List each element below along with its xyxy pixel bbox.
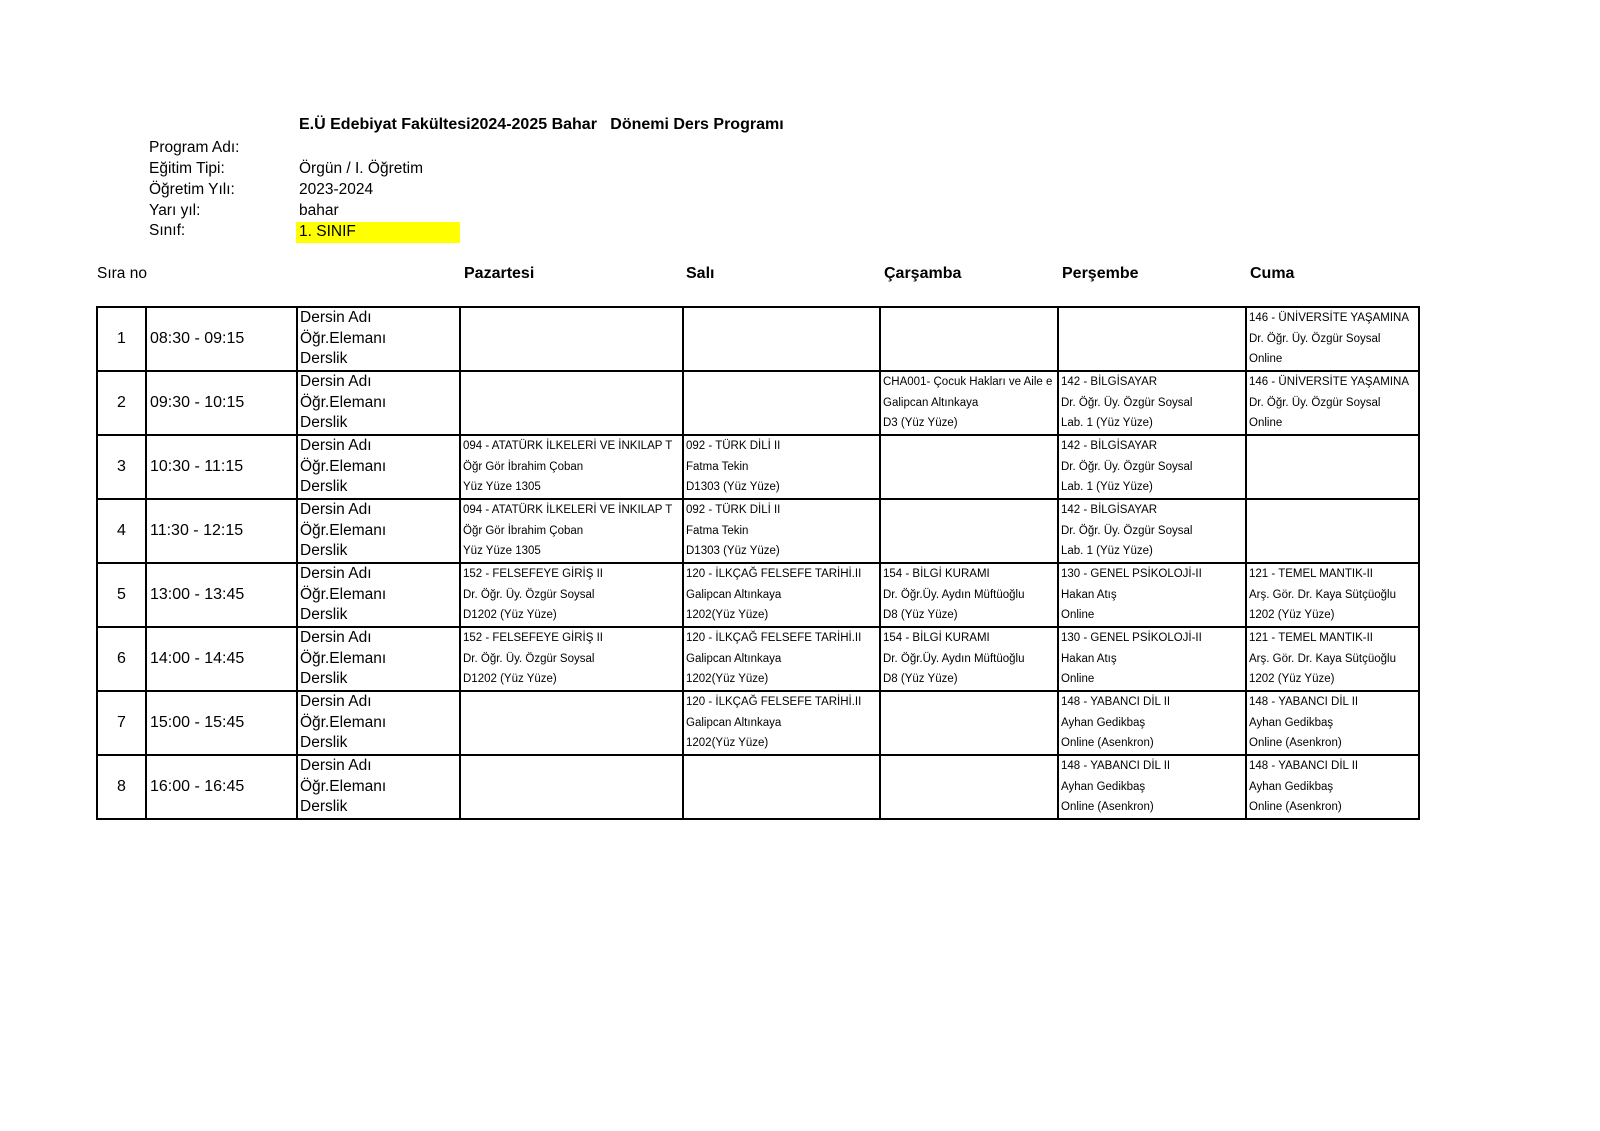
row-number: 4 <box>97 499 146 563</box>
table-row <box>97 499 1419 563</box>
instructor-name: Dr. Öğr. Üy. Özgür Soysal <box>1249 396 1381 409</box>
row-label: Öğr.Elemanı <box>300 585 387 603</box>
course-cell <box>880 307 1058 371</box>
info-label-egitim-tipi: Eğitim Tipi: <box>149 160 225 177</box>
instructor-name: Dr. Öğr. Üy. Özgür Soysal <box>1249 332 1381 345</box>
row-labels <box>297 307 460 371</box>
classroom: Online <box>1061 609 1095 622</box>
course-name: CHA001- Çocuk Hakları ve Aile e <box>883 376 1053 388</box>
row-labels <box>297 435 460 499</box>
row-label: Derslik <box>300 606 348 624</box>
row-label: Derslik <box>300 350 348 368</box>
row-number: 5 <box>97 563 146 627</box>
course-name: 154 - BİLGİ KURAMI <box>883 632 990 644</box>
row-label: Dersin Adı <box>300 373 372 390</box>
course-cell <box>683 691 880 755</box>
table-row <box>97 371 1419 435</box>
course-name: 152 - FELSEFEYE GİRİŞ II <box>463 568 603 580</box>
row-label: Dersin Adı <box>300 501 372 518</box>
classroom: D1202 (Yüz Yüze) <box>463 609 557 622</box>
row-labels <box>297 371 460 435</box>
course-cell <box>1058 371 1246 435</box>
instructor-name: Dr. Öğr. Üy. Özgür Soysal <box>1061 524 1193 537</box>
classroom: D1202 (Yüz Yüze) <box>463 673 557 686</box>
course-name: 146 - ÜNİVERSİTE YAŞAMINA <box>1249 312 1409 324</box>
row-label: Öğr.Elemanı <box>300 457 387 475</box>
course-cell <box>1246 371 1419 435</box>
row-label: Dersin Adı <box>300 437 372 454</box>
page-title: E.Ü Edebiyat Fakültesi2024-2025 Bahar Dönemi Ders Programı <box>299 116 784 133</box>
classroom: 1202(Yüz Yüze) <box>686 673 769 686</box>
row-labels <box>297 563 460 627</box>
course-cell <box>1246 499 1419 563</box>
time-slot: 10:30 - 11:15 <box>146 435 297 499</box>
instructor-name: Arş. Gör. Dr. Kaya Sütçüoğlu <box>1249 588 1397 601</box>
course-cell <box>460 691 683 755</box>
table-row <box>97 307 1419 371</box>
column-header-cuma: Cuma <box>1250 265 1295 282</box>
course-cell <box>683 371 880 435</box>
table-row <box>97 435 1419 499</box>
course-cell <box>1058 627 1246 691</box>
row-number: 8 <box>97 755 146 819</box>
classroom: Lab. 1 (Yüz Yüze) <box>1061 545 1153 558</box>
course-cell <box>880 499 1058 563</box>
row-labels <box>297 755 460 819</box>
row-number: 6 <box>97 627 146 691</box>
instructor-name: Hakan Atış <box>1061 588 1117 601</box>
info-value-ogretim-yili: 2023-2024 <box>299 181 374 198</box>
time-slot: 14:00 - 14:45 <box>146 627 297 691</box>
row-label: Öğr.Elemanı <box>300 713 387 731</box>
time-slot: 15:00 - 15:45 <box>146 691 297 755</box>
course-cell <box>1058 307 1246 371</box>
column-header-persembe: Perşembe <box>1062 265 1139 282</box>
row-label: Derslik <box>300 414 348 432</box>
classroom: Online <box>1061 673 1095 686</box>
course-cell <box>460 499 683 563</box>
instructor-name: Ayhan Gedikbaş <box>1061 716 1146 729</box>
info-label-program: Program Adı: <box>149 139 240 156</box>
classroom: Lab. 1 (Yüz Yüze) <box>1061 481 1153 494</box>
course-cell <box>683 755 880 819</box>
course-cell <box>880 691 1058 755</box>
row-label: Dersin Adı <box>300 629 372 646</box>
row-label: Derslik <box>300 798 348 816</box>
classroom: 1202 (Yüz Yüze) <box>1249 609 1335 622</box>
course-name: 154 - BİLGİ KURAMI <box>883 568 990 580</box>
course-cell <box>1246 435 1419 499</box>
classroom: Yüz Yüze 1305 <box>463 545 541 558</box>
instructor-name: Fatma Tekin <box>686 524 749 537</box>
instructor-name: Dr. Öğr. Üy. Özgür Soysal <box>463 652 595 665</box>
row-label: Dersin Adı <box>300 693 372 710</box>
course-cell <box>1058 691 1246 755</box>
classroom: 1202(Yüz Yüze) <box>686 737 769 750</box>
course-cell <box>1058 755 1246 819</box>
course-cell <box>1246 755 1419 819</box>
course-cell <box>880 371 1058 435</box>
sinif-highlight <box>296 222 460 243</box>
course-cell <box>1058 499 1246 563</box>
course-cell <box>880 563 1058 627</box>
course-cell <box>460 371 683 435</box>
course-cell <box>880 627 1058 691</box>
row-label: Derslik <box>300 734 348 752</box>
classroom: Online (Asenkron) <box>1249 737 1342 750</box>
instructor-name: Dr. Öğr. Üy. Özgür Soysal <box>1061 396 1193 409</box>
course-cell <box>460 307 683 371</box>
time-slot: 16:00 - 16:45 <box>146 755 297 819</box>
classroom: Online (Asenkron) <box>1061 737 1154 750</box>
row-number: 7 <box>97 691 146 755</box>
table-row <box>97 627 1419 691</box>
classroom: 1202 (Yüz Yüze) <box>1249 673 1335 686</box>
course-cell <box>1246 307 1419 371</box>
table-row <box>97 563 1419 627</box>
row-label: Dersin Adı <box>300 309 372 326</box>
instructor-name: Hakan Atış <box>1061 652 1117 665</box>
row-number: 1 <box>97 307 146 371</box>
instructor-name: Galipcan Altınkaya <box>686 652 782 665</box>
classroom: 1202(Yüz Yüze) <box>686 609 769 622</box>
course-name: 148 - YABANCI DİL II <box>1061 696 1171 708</box>
course-name: 142 - BİLGİSAYAR <box>1061 504 1158 516</box>
course-cell <box>683 435 880 499</box>
course-name: 148 - YABANCI DİL II <box>1249 760 1359 772</box>
time-slot: 09:30 - 10:15 <box>146 371 297 435</box>
course-name: 092 - TÜRK DİLİ II <box>686 440 781 452</box>
row-label: Derslik <box>300 478 348 496</box>
row-labels <box>297 627 460 691</box>
instructor-name: Dr. Öğr. Üy. Özgür Soysal <box>463 588 595 601</box>
row-labels <box>297 499 460 563</box>
classroom: Online (Asenkron) <box>1249 801 1342 814</box>
classroom: D3 (Yüz Yüze) <box>883 417 958 430</box>
course-cell <box>460 755 683 819</box>
row-label: Öğr.Elemanı <box>300 649 387 667</box>
instructor-name: Dr. Öğr.Üy. Aydın Müftüoğlu <box>883 588 1025 601</box>
instructor-name: Dr. Öğr.Üy. Aydın Müftüoğlu <box>883 652 1025 665</box>
info-label-ogretim-yili: Öğretim Yılı: <box>149 181 235 198</box>
time-slot: 13:00 - 13:45 <box>146 563 297 627</box>
classroom: Online (Asenkron) <box>1061 801 1154 814</box>
course-name: 120 - İLKÇAĞ FELSEFE TARİHİ.II <box>686 696 862 708</box>
row-number: 3 <box>97 435 146 499</box>
info-label-sinif: Sınıf: <box>149 222 186 239</box>
course-cell <box>1246 627 1419 691</box>
table-row <box>97 755 1419 819</box>
course-cell <box>1058 563 1246 627</box>
course-cell <box>460 435 683 499</box>
classroom: Yüz Yüze 1305 <box>463 481 541 494</box>
schedule-table <box>96 306 1420 820</box>
classroom: D1303 (Yüz Yüze) <box>686 545 780 558</box>
course-name: 130 - GENEL PSİKOLOJİ-II <box>1061 568 1202 580</box>
instructor-name: Dr. Öğr. Üy. Özgür Soysal <box>1061 460 1193 473</box>
classroom: Online <box>1249 353 1283 366</box>
classroom: Online <box>1249 417 1283 430</box>
course-name: 094 - ATATÜRK İLKELERİ VE İNKILAP T <box>463 504 673 516</box>
instructor-name: Galipcan Altınkaya <box>686 588 782 601</box>
classroom: D8 (Yüz Yüze) <box>883 609 958 622</box>
instructor-name: Ayhan Gedikbaş <box>1061 780 1146 793</box>
classroom: D1303 (Yüz Yüze) <box>686 481 780 494</box>
course-name: 142 - BİLGİSAYAR <box>1061 376 1158 388</box>
instructor-name: Fatma Tekin <box>686 460 749 473</box>
column-header-sira-no: Sıra no <box>97 265 147 282</box>
instructor-name: Galipcan Altınkaya <box>883 396 979 409</box>
row-label: Derslik <box>300 542 348 560</box>
course-name: 130 - GENEL PSİKOLOJİ-II <box>1061 632 1202 644</box>
row-labels <box>297 691 460 755</box>
instructor-name: Öğr Gör İbrahim Çoban <box>463 524 584 537</box>
course-name: 142 - BİLGİSAYAR <box>1061 440 1158 452</box>
row-label: Öğr.Elemanı <box>300 777 387 795</box>
classroom: D8 (Yüz Yüze) <box>883 673 958 686</box>
row-label: Dersin Adı <box>300 757 372 774</box>
course-name: 148 - YABANCI DİL II <box>1249 696 1359 708</box>
course-name: 092 - TÜRK DİLİ II <box>686 504 781 516</box>
column-header-pazartesi: Pazartesi <box>464 265 535 282</box>
column-header-carsamba: Çarşamba <box>884 265 962 282</box>
course-cell <box>460 563 683 627</box>
row-label: Öğr.Elemanı <box>300 521 387 539</box>
row-label: Dersin Adı <box>300 565 372 582</box>
row-number: 2 <box>97 371 146 435</box>
row-label: Derslik <box>300 670 348 688</box>
course-name: 152 - FELSEFEYE GİRİŞ II <box>463 632 603 644</box>
time-slot: 11:30 - 12:15 <box>146 499 297 563</box>
info-value-egitim-tipi: Örgün / I. Öğretim <box>299 160 424 177</box>
row-label: Öğr.Elemanı <box>300 393 387 411</box>
instructor-name: Ayhan Gedikbaş <box>1249 780 1334 793</box>
course-cell <box>1246 691 1419 755</box>
course-name: 120 - İLKÇAĞ FELSEFE TARİHİ.II <box>686 568 862 580</box>
info-value-sinif: 1. SINIF <box>299 223 356 240</box>
course-cell <box>880 435 1058 499</box>
classroom: Lab. 1 (Yüz Yüze) <box>1061 417 1153 430</box>
course-name: 120 - İLKÇAĞ FELSEFE TARİHİ.II <box>686 632 862 644</box>
instructor-name: Ayhan Gedikbaş <box>1249 716 1334 729</box>
course-cell <box>880 755 1058 819</box>
course-name: 146 - ÜNİVERSİTE YAŞAMINA <box>1249 376 1409 388</box>
info-label-yari-yil: Yarı yıl: <box>149 202 201 219</box>
course-cell <box>1058 435 1246 499</box>
row-label: Öğr.Elemanı <box>300 329 387 347</box>
info-value-yari-yil: bahar <box>299 202 339 219</box>
instructor-name: Galipcan Altınkaya <box>686 716 782 729</box>
course-name: 148 - YABANCI DİL II <box>1061 760 1171 772</box>
instructor-name: Arş. Gör. Dr. Kaya Sütçüoğlu <box>1249 652 1397 665</box>
course-name: 121 - TEMEL MANTIK-II <box>1249 632 1373 644</box>
course-cell <box>1246 563 1419 627</box>
course-cell <box>683 307 880 371</box>
table-row <box>97 691 1419 755</box>
course-cell <box>683 499 880 563</box>
time-slot: 08:30 - 09:15 <box>146 307 297 371</box>
course-cell <box>460 627 683 691</box>
course-cell <box>683 627 880 691</box>
course-name: 094 - ATATÜRK İLKELERİ VE İNKILAP T <box>463 440 673 452</box>
column-header-sali: Salı <box>686 265 715 282</box>
instructor-name: Öğr Gör İbrahim Çoban <box>463 460 584 473</box>
course-name: 121 - TEMEL MANTIK-II <box>1249 568 1373 580</box>
course-cell <box>683 563 880 627</box>
